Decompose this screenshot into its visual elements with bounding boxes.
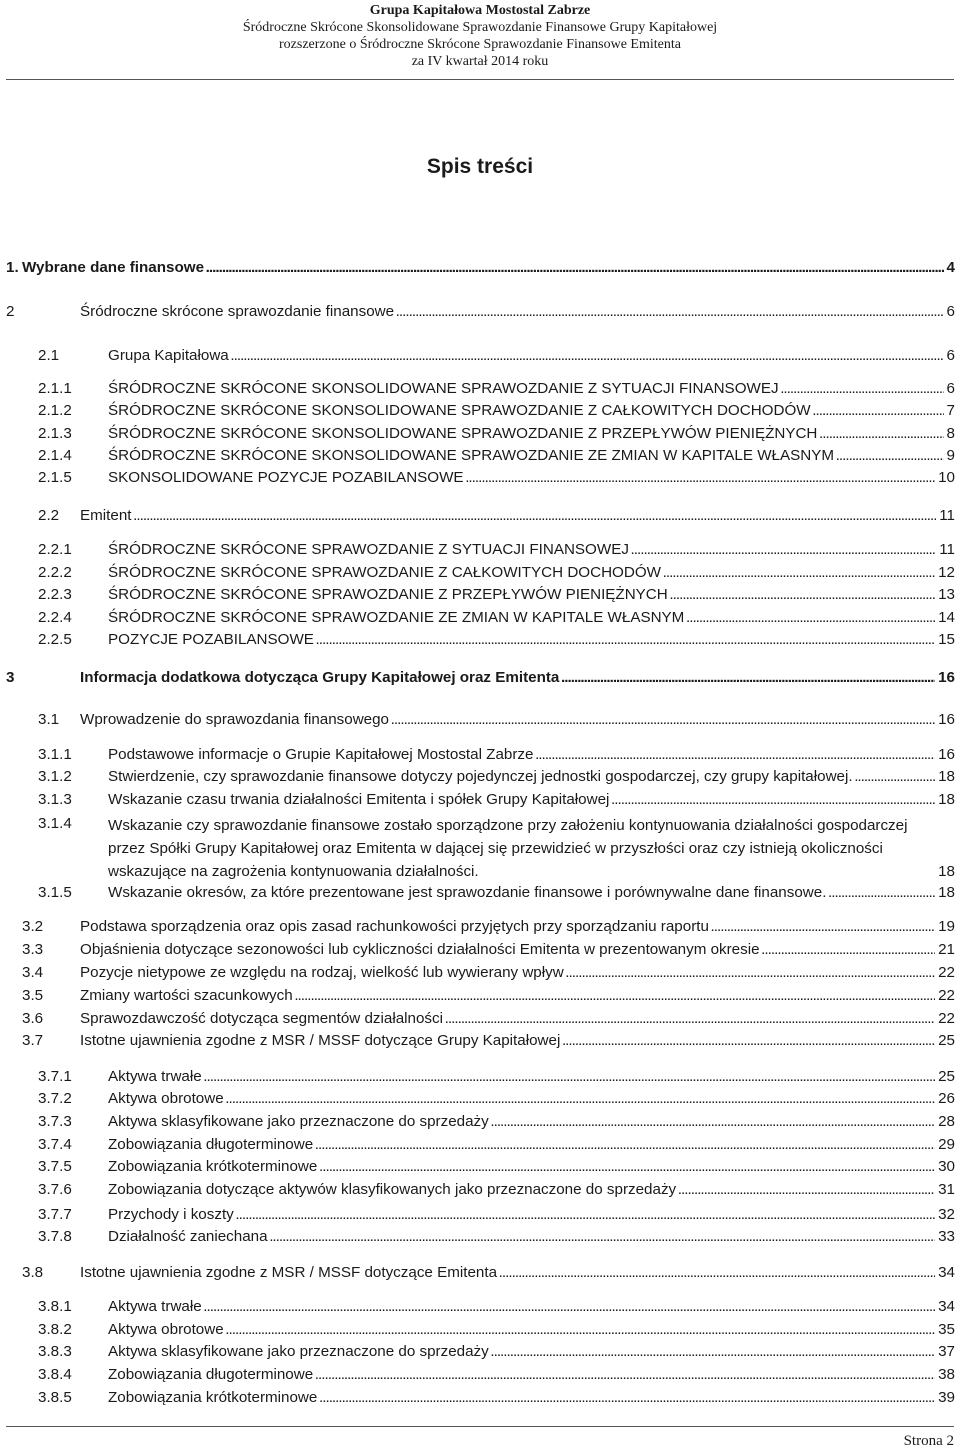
toc-entry[interactable] (38, 401, 955, 421)
toc-entry-page: 18 (938, 768, 955, 785)
toc-entry-title: ŚRÓDROCZNE SKRÓCONE SPRAWOZDANIE Z PRZEPŁYWÓW PIENIĘŻNYCH . . . (108, 585, 935, 605)
toc-entry-number: 2.1.1 (38, 380, 72, 397)
toc-entry-title: Wskazanie czasu trwania działalności Emitenta i spółek Grupy Kapitałowej . . . (108, 790, 935, 810)
toc-entry-number: 2.2.2 (38, 564, 72, 581)
toc-entry[interactable] (22, 1009, 955, 1029)
toc-entry-title: Sprawozdawczość dotycząca segmentów działalności . . . (80, 1009, 935, 1029)
toc-entry-title: POZYCJE POZABILANSOWE . . . (108, 630, 935, 650)
toc-entry[interactable] (38, 1135, 955, 1155)
toc-entry-title: ŚRÓDROCZNE SKRÓCONE SPRAWOZDANIE ZE ZMIAN W KAPITALE WŁASNYM . . . (108, 608, 935, 628)
toc-entry-number: 3.7.8 (38, 1228, 72, 1245)
toc-entry[interactable] (38, 745, 955, 765)
toc-entry-number: 2.1.5 (38, 469, 72, 486)
toc-entry[interactable] (38, 1112, 955, 1132)
toc-entry-title: Zobowiązania długoterminowe . . . (108, 1135, 935, 1155)
toc-entry[interactable] (38, 346, 955, 366)
toc-entry[interactable] (38, 790, 955, 810)
toc-entry-title: Działalność zaniechana . . . (108, 1227, 935, 1247)
toc-entry[interactable] (38, 814, 955, 883)
toc-entry[interactable] (6, 302, 955, 322)
toc-entry[interactable] (38, 767, 955, 787)
toc-entry[interactable] (38, 424, 955, 444)
toc-entry-title: Śródroczne skrócone sprawozdanie finansowe . . . (80, 302, 944, 322)
toc-entry-number: 3.1.3 (38, 791, 72, 808)
toc-entry-page: 26 (938, 1090, 955, 1107)
toc-entry-page: 34 (938, 1264, 955, 1281)
toc-entry-page: 18 (938, 863, 955, 880)
toc-entry-number: 1. (6, 259, 19, 276)
toc-entry[interactable] (38, 1205, 955, 1225)
toc-entry[interactable] (22, 917, 955, 937)
toc-entry[interactable] (38, 1365, 955, 1385)
toc-entry-number: 3.1.1 (38, 746, 72, 763)
toc-entry-page: 22 (938, 987, 955, 1004)
toc-entry-number: 3.7.4 (38, 1136, 72, 1153)
toc-entry-number: 2.2.3 (38, 586, 72, 603)
toc-entry-title: Aktywa trwałe . . . (108, 1297, 935, 1317)
toc-entry-number: 2.2.4 (38, 609, 72, 626)
toc-entry-number: 2.2.5 (38, 631, 72, 648)
toc-entry-number: 3.7.5 (38, 1158, 72, 1175)
toc-entry-page: 14 (938, 609, 955, 626)
toc-entry[interactable] (38, 1297, 955, 1317)
toc-entry-title: ŚRÓDROCZNE SKRÓCONE SKONSOLIDOWANE SPRAWOZDANIE Z CAŁKOWITYCH DOCHODÓW . . . (108, 401, 944, 421)
toc-entry-title: Pozycje nietypowe ze względu na rodzaj, wielkość lub wywierany wpływ . . . (80, 963, 935, 983)
toc-entry-title: Objaśnienia dotyczące sezonowości lub cykliczności działalności Emitenta w prezentowanym okresie . . . (80, 940, 935, 960)
toc-entry-page: 9 (946, 447, 955, 464)
toc-entry-page: 22 (938, 964, 955, 981)
toc-entry-title: Informacja dodatkowa dotycząca Grupy Kapitałowej oraz Emitenta . . . (80, 668, 935, 688)
toc-entry-title: Istotne ujawnienia zgodne z MSR / MSSF dotyczące Emitenta . . . (80, 1263, 935, 1283)
toc-entry-page: 29 (938, 1136, 955, 1153)
toc-entry-number: 3.7 (22, 1032, 44, 1049)
toc-entry-page: 6 (946, 303, 955, 320)
toc-entry-page: 22 (938, 1010, 955, 1027)
toc-entry-page: 19 (938, 918, 955, 935)
toc-entry-title: Aktywa sklasyfikowane jako przeznaczone do sprzedaży . . . (108, 1342, 935, 1362)
toc-entry[interactable] (38, 1180, 955, 1200)
toc-entry-page: 32 (938, 1206, 955, 1223)
toc-entry-page: 38 (938, 1366, 955, 1383)
toc-entry-title: Zobowiązania krótkoterminowe . . . (108, 1157, 935, 1177)
toc-entry-number: 3.5 (22, 987, 44, 1004)
toc-entry-title: Przychody i koszty . . . (108, 1205, 935, 1225)
header-period: za IV kwartał 2014 roku (411, 54, 549, 69)
toc-entry-number: 3.8.3 (38, 1343, 72, 1360)
toc-entry-page: 18 (938, 884, 955, 901)
toc-entry[interactable] (38, 446, 955, 466)
toc-entry-page: 16 (938, 746, 955, 763)
toc-entry-page: 21 (938, 941, 955, 958)
toc-entry-page: 11 (939, 541, 955, 558)
toc-entry-number: 3.8.4 (38, 1366, 72, 1383)
toc-entry-page: 25 (938, 1032, 955, 1049)
toc-entry-number: 2.2 (38, 507, 60, 524)
toc-entry-number: 3.1.2 (38, 768, 72, 785)
toc-entry-page: 33 (938, 1228, 955, 1245)
toc-entry-title: Zobowiązania krótkoterminowe . . . (108, 1388, 935, 1408)
toc-entry[interactable] (38, 630, 955, 650)
toc-entry-title: Istotne ujawnienia zgodne z MSR / MSSF dotyczące Grupy Kapitałowej . . . (80, 1031, 935, 1051)
toc-entry-page: 18 (938, 791, 955, 808)
toc-entry-number: 3.7.1 (38, 1068, 72, 1085)
toc-entry[interactable] (38, 1227, 955, 1247)
toc-entry[interactable] (22, 986, 955, 1006)
toc-entry[interactable] (22, 1263, 955, 1283)
footer-page-number: Strona 2 (903, 1433, 954, 1449)
toc-entry-title: ŚRÓDROCZNE SKRÓCONE SKONSOLIDOWANE SPRAWOZDANIE ZE ZMIAN W KAPITALE WŁASNYM . . . (108, 446, 944, 466)
toc-entry-title: ŚRÓDROCZNE SKRÓCONE SKONSOLIDOWANE SPRAWOZDANIE Z PRZEPŁYWÓW PIENIĘŻNYCH . . . (108, 424, 944, 444)
toc-entry-title: Stwierdzenie, czy sprawozdanie finansowe dotyczy pojedynczej jednostki gospodarczej, czy grupy kapitałowej. . . . (108, 767, 935, 787)
toc-entry-page: 16 (938, 711, 955, 728)
toc-entry-number: 2.1 (38, 347, 60, 364)
toc-entry[interactable] (38, 1388, 955, 1408)
toc-entry-page: 8 (946, 425, 955, 442)
toc-entry-title: Grupa Kapitałowa . . . (108, 346, 944, 366)
toc-entry-title: Podstawa sporządzenia oraz opis zasad rachunkowości przyjętych przy sporządzaniu raportu . . . (80, 917, 935, 937)
toc-entry-title: Aktywa sklasyfikowane jako przeznaczone do sprzedaży . . . (108, 1112, 935, 1132)
toc-entry[interactable] (38, 379, 955, 399)
toc-entry[interactable] (38, 563, 955, 583)
toc-entry-number: 3.3 (22, 941, 44, 958)
toc-entry-page: 4 (946, 259, 955, 276)
toc-entry-number: 3.2 (22, 918, 44, 935)
toc-entry-page: 34 (938, 1298, 955, 1315)
toc-entry-title: Aktywa trwałe . . . (108, 1067, 935, 1087)
toc-entry-number: 3.6 (22, 1010, 44, 1027)
toc-entry-title: Emitent . . . (80, 506, 936, 526)
toc-entry[interactable] (22, 940, 955, 960)
toc-entry-page: 37 (938, 1343, 955, 1360)
toc-entry-number: 2 (6, 303, 15, 320)
toc-entry-page: 39 (938, 1389, 955, 1406)
toc-entry[interactable] (22, 963, 955, 983)
toc-entry-number: 3.7.7 (38, 1206, 72, 1223)
toc-entry-number: 3.1.4 (38, 815, 72, 832)
toc-entry-title: ŚRÓDROCZNE SKRÓCONE SPRAWOZDANIE Z CAŁKOWITYCH DOCHODÓW . . . (108, 563, 935, 583)
toc-entry-page: 25 (938, 1068, 955, 1085)
toc-entry-title: ŚRÓDROCZNE SKRÓCONE SKONSOLIDOWANE SPRAWOZDANIE Z SYTUACJI FINANSOWEJ . . . (108, 379, 944, 399)
footer-divider (6, 1426, 954, 1427)
toc-entry-page: 11 (939, 507, 955, 524)
toc-entry-title: ŚRÓDROCZNE SKRÓCONE SPRAWOZDANIE Z SYTUACJI FINANSOWEJ . . . (108, 540, 936, 560)
toc-entry-number: 2.1.2 (38, 402, 72, 419)
toc-entry[interactable] (38, 1067, 955, 1087)
toc-entry-title: Zobowiązania dotyczące aktywów klasyfikowanych jako przeznaczone do sprzedaży . . . (108, 1180, 935, 1200)
header-company: Grupa Kapitałowa Mostostal Zabrze (369, 3, 591, 18)
toc-entry[interactable] (38, 608, 955, 628)
toc-entry[interactable] (38, 506, 955, 526)
toc-entry-title: Podstawowe informacje o Grupie Kapitałowej Mostostal Zabrze . . . (108, 745, 935, 765)
toc-entry-title: Zmiany wartości szacunkowych . . . (80, 986, 935, 1006)
toc-entry-title: Wskazanie czy sprawozdanie finansowe zostało sporządzone przy założeniu kontynuowania działalności gospodarczej przez Spółki Grupy Kapitałowej oraz Emitenta w dającej się przewidzieć w przyszłości oraz czy istnieją okoliczności wskazujące na zagrożenia kontynuowania działalności. (108, 817, 908, 880)
toc-entry-number: 3.8.1 (38, 1298, 72, 1315)
toc-entry[interactable] (38, 540, 955, 560)
toc-entry-title: SKONSOLIDOWANE POZYCJE POZABILANSOWE . . . (108, 468, 935, 488)
toc-entry[interactable] (6, 668, 955, 688)
toc-entry-page: 28 (938, 1113, 955, 1130)
toc-entry-page: 10 (938, 469, 955, 486)
toc-entry-number: 3 (6, 669, 15, 686)
toc-entry-page: 6 (946, 380, 955, 397)
toc-entry-number: 3.8.2 (38, 1321, 72, 1338)
toc-entry[interactable] (38, 1157, 955, 1177)
toc-entry-number: 3.1 (38, 711, 60, 728)
toc-entry-title: Wybrane dane finansowe . . . (22, 258, 944, 278)
toc-entry-page: 12 (938, 564, 955, 581)
toc-entry[interactable] (38, 883, 955, 903)
toc-entry[interactable] (38, 468, 955, 488)
toc-entry-number: 2.2.1 (38, 541, 72, 558)
toc-entry-number: 3.7.6 (38, 1181, 72, 1198)
toc-entry-number: 2.1.3 (38, 425, 72, 442)
toc-entry-title: Wskazanie okresów, za które prezentowane jest sprawozdanie finansowe i porównywalne dane finansowe. . . . (108, 883, 935, 903)
toc-entry[interactable] (38, 1320, 955, 1340)
toc-entry-page: 13 (938, 586, 955, 603)
toc-entry-title: Zobowiązania długoterminowe . . . (108, 1365, 935, 1385)
toc-entry[interactable] (38, 710, 955, 730)
toc-entry-number: 2.1.4 (38, 447, 72, 464)
toc-entry[interactable] (6, 258, 955, 278)
toc-entry-title: Aktywa obrotowe . . . (108, 1089, 935, 1109)
toc-entry-number: 3.4 (22, 964, 44, 981)
toc-entry-number: 3.7.2 (38, 1090, 72, 1107)
toc-entry-page: 30 (938, 1158, 955, 1175)
toc-entry[interactable] (38, 1342, 955, 1362)
toc-entry-number: 3.8 (22, 1264, 44, 1281)
toc-entry[interactable] (38, 585, 955, 605)
toc-entry-title: Aktywa obrotowe . . . (108, 1320, 935, 1340)
toc-entry-page: 7 (946, 402, 955, 419)
toc-entry-number: 3.8.5 (38, 1389, 72, 1406)
header-report-subtitle: rozszerzone o Śródroczne Skrócone Sprawozdanie Finansowe Emitenta (279, 37, 681, 52)
toc-entry-page: 16 (938, 669, 955, 686)
toc-entry[interactable] (38, 1089, 955, 1109)
header-report-title: Śródroczne Skrócone Skonsolidowane Sprawozdanie Finansowe Grupy Kapitałowej (242, 20, 718, 35)
toc-entry-number: 3.7.3 (38, 1113, 72, 1130)
toc-entry-title: Wprowadzenie do sprawozdania finansowego . . . (80, 710, 935, 730)
toc-entry-page: 15 (938, 631, 955, 648)
toc-entry[interactable] (22, 1031, 955, 1051)
toc-entry-number: 3.1.5 (38, 884, 72, 901)
toc-entry-page: 35 (938, 1321, 955, 1338)
toc-entry-page: 31 (938, 1181, 955, 1198)
toc-title: Spis treści (426, 155, 534, 178)
toc-entry-page: 6 (946, 347, 955, 364)
